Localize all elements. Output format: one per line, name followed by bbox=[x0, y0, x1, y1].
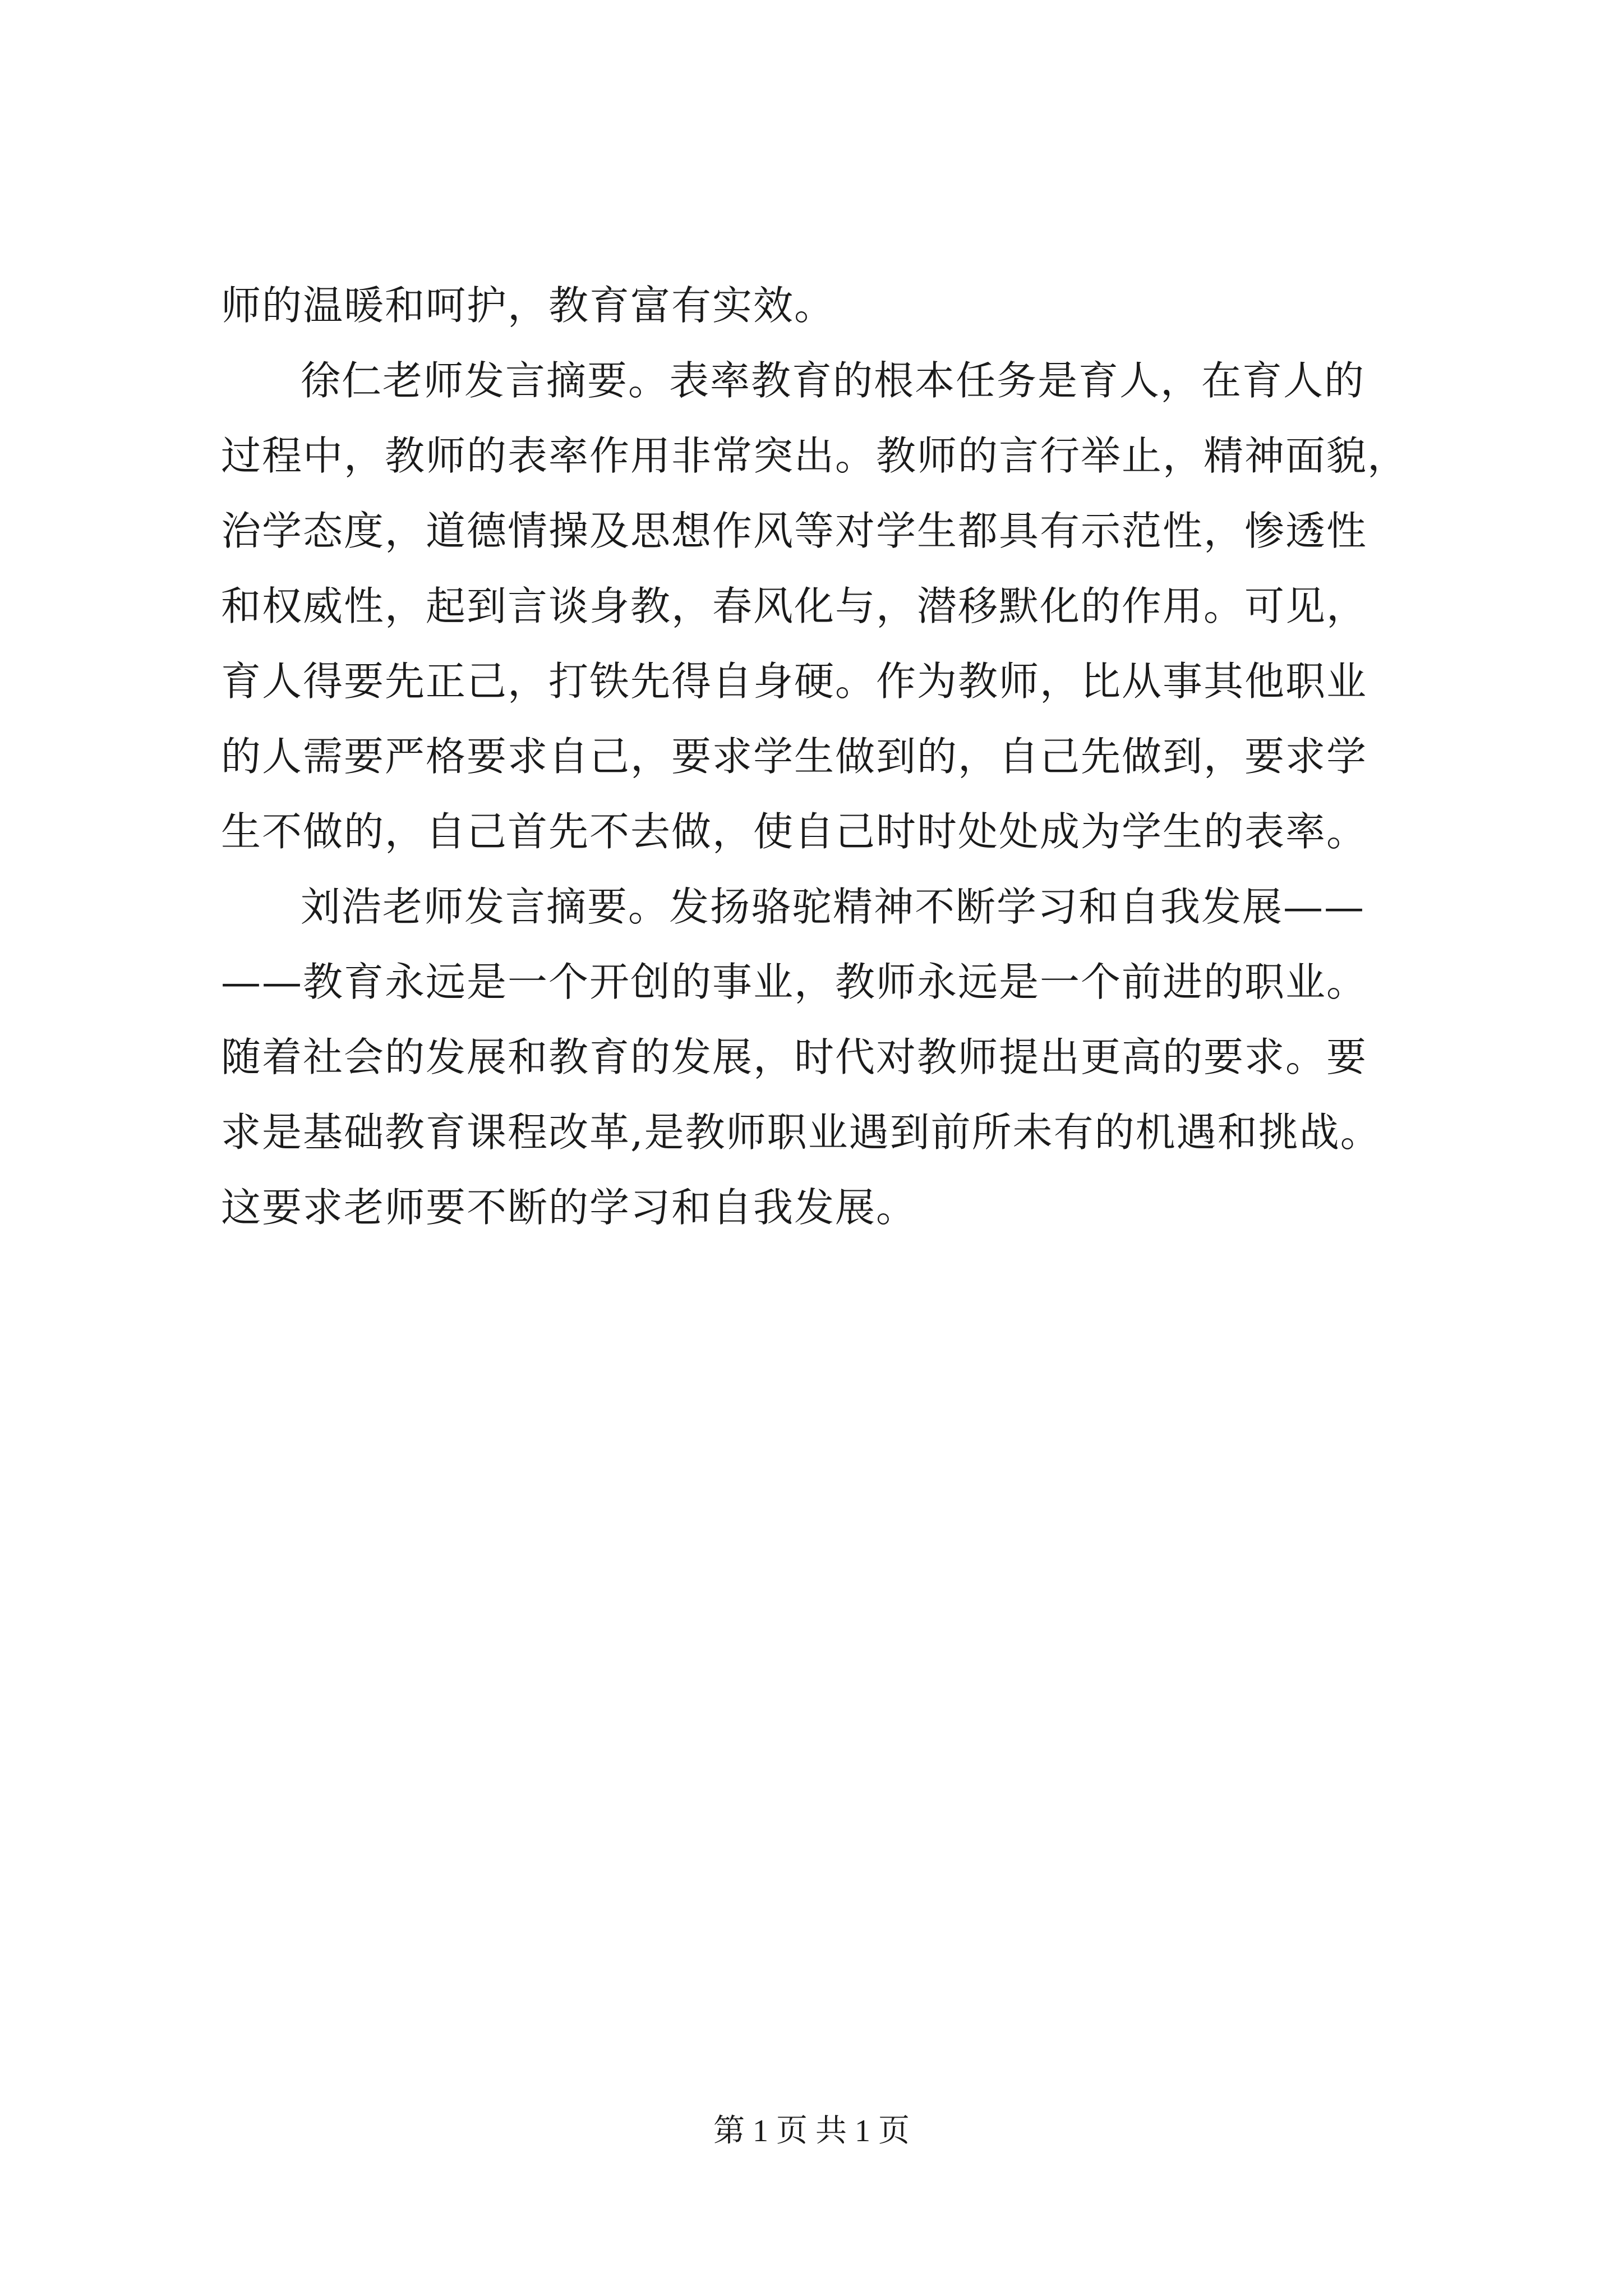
text-line: 生不做的，自己首先不去做，使自己时时处处成为学生的表率。 bbox=[221, 808, 1368, 855]
page-number-footer: 第 1 页 共 1 页 bbox=[713, 2114, 910, 2148]
text-line: 的人需要严格要求自己，要求学生做到的，自己先做到，要求学 bbox=[221, 733, 1368, 780]
text-line: 治学态度，道德情操及思想作风等对学生都具有示范性，惨透性 bbox=[221, 508, 1368, 554]
text-line: 这要求老师要不断的学习和自我发展。 bbox=[221, 1184, 917, 1231]
text-line: 和权威性，起到言谈身教，春风化与，潜移默化的作用。可见， bbox=[221, 583, 1368, 629]
paragraph-start-line: 徐仁老师发言摘要。表率教育的根本任务是育人，在育人的 bbox=[301, 357, 1366, 404]
text-line: 随着社会的发展和教育的发展，时代对教师提出更高的要求。要 bbox=[221, 1034, 1368, 1080]
text-line: 师的温暖和呵护，教育富有实效。 bbox=[221, 282, 836, 329]
paragraph-start-line: 刘浩老师发言摘要。发扬骆驼精神不断学习和自我发展—— bbox=[301, 884, 1366, 930]
text-line: 育人得要先正己，打铁先得自身硬。作为教师，比从事其他职业 bbox=[221, 658, 1368, 705]
document-body bbox=[221, 268, 1421, 1245]
text-line: 求是基础教育课程改革,是教师职业遇到前所未有的机遇和挑战。 bbox=[221, 1109, 1381, 1156]
text-line: ——教育永远是一个开创的事业，教师永远是一个前进的职业。 bbox=[221, 959, 1368, 1005]
text-line: 过程中，教师的表率作用非常突出。教师的言行举止，精神面貌， bbox=[221, 432, 1409, 479]
